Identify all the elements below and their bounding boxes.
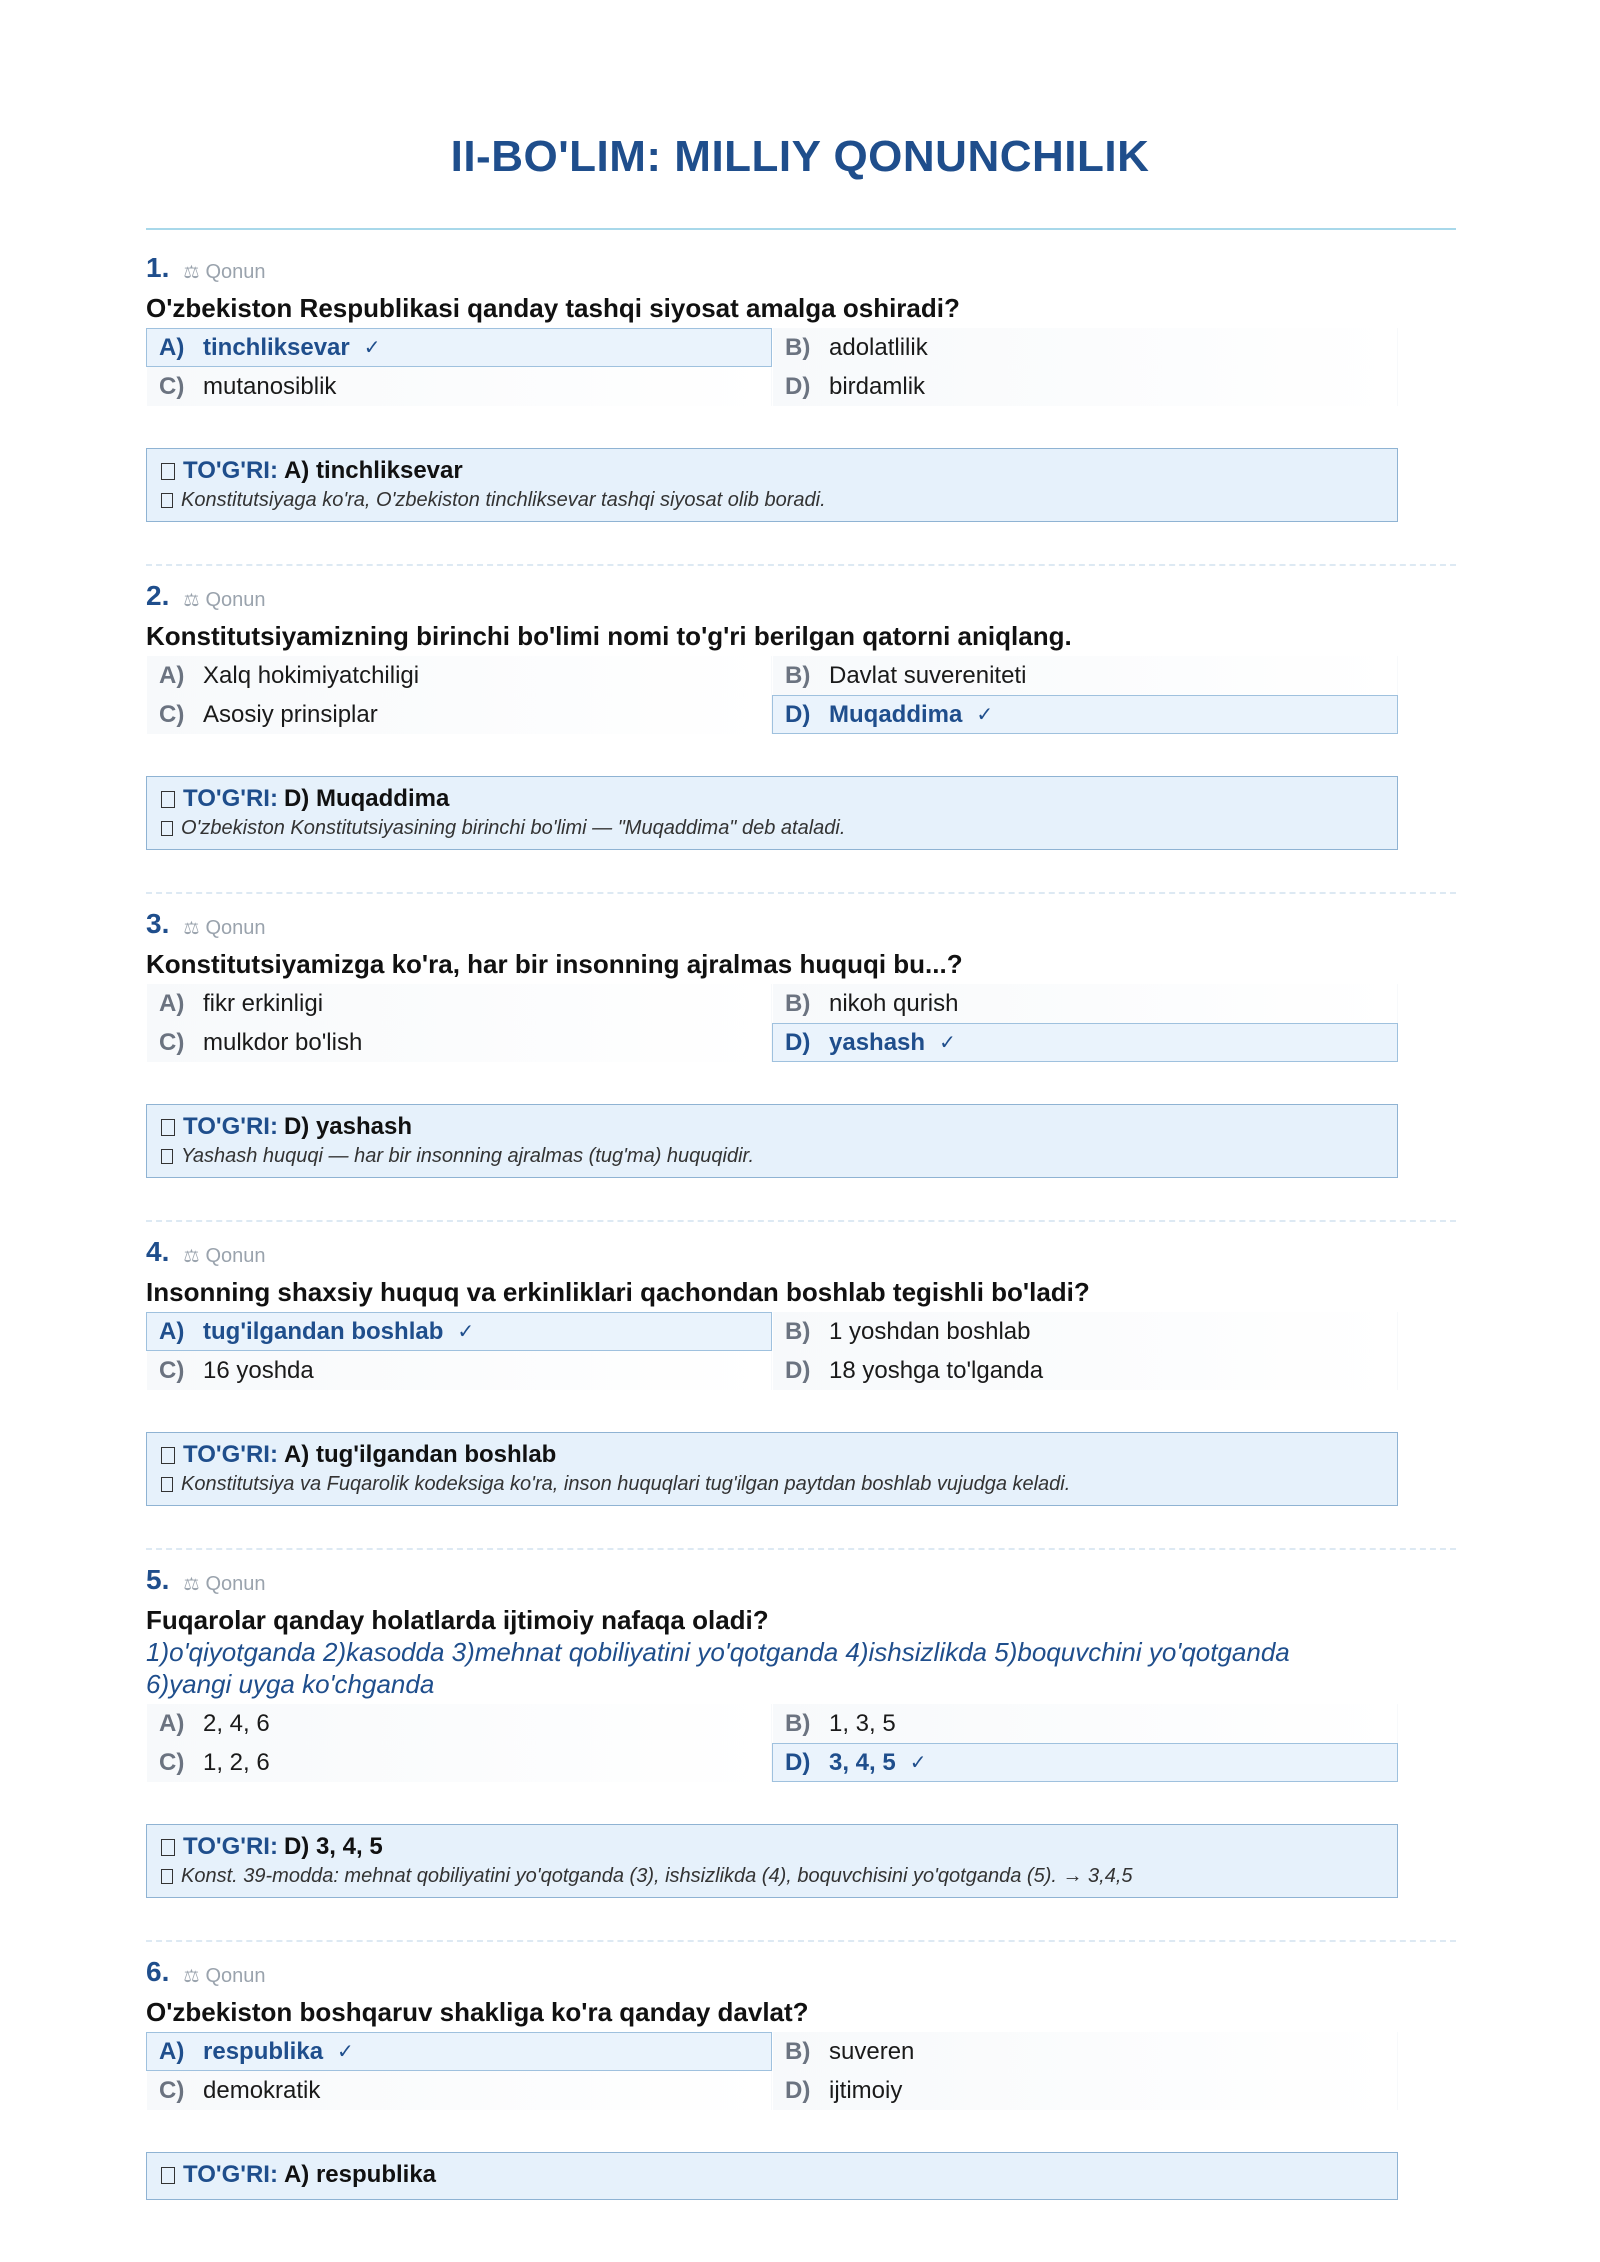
option-letter: C) xyxy=(159,372,185,400)
checkbox-icon xyxy=(161,791,175,808)
question-list xyxy=(146,238,1456,2200)
question-block xyxy=(146,238,1456,566)
option-text: tug'ilgandan boshlab xyxy=(203,1317,444,1345)
option-d[interactable] xyxy=(772,2071,1398,2110)
option-text: 16 yoshda xyxy=(203,1356,314,1384)
option-a[interactable] xyxy=(146,656,772,695)
option-letter: A) xyxy=(159,1317,185,1345)
check-icon: ✓ xyxy=(457,1321,475,1343)
answer-line xyxy=(161,1831,1383,1863)
option-text: 1, 2, 6 xyxy=(203,1748,270,1776)
option-letter: A) xyxy=(159,333,185,361)
option-c[interactable] xyxy=(146,367,772,406)
option-text: 2, 4, 6 xyxy=(203,1709,270,1737)
explanation-text: Yashash huquqi — har bir insonning ajralmas (tug'ma) huquqidir. xyxy=(181,1144,755,1167)
answer-text: D) Muqaddima xyxy=(283,785,450,812)
explanation-line xyxy=(161,1471,1383,1497)
title-divider xyxy=(146,228,1456,230)
option-letter: C) xyxy=(159,1748,185,1776)
option-grid xyxy=(146,328,1398,406)
option-text: mulkdor bo'lish xyxy=(203,1028,363,1056)
option-letter: A) xyxy=(159,989,185,1017)
option-text: respublika xyxy=(203,2037,324,2065)
correct-label: TO'G'RI: xyxy=(183,457,278,484)
question-text: O'zbekiston boshqaruv shakliga ko'ra qanday davlat? xyxy=(146,1997,809,2027)
explanation-text: Konst. 39-modda: mehnat qobiliyatini yo'qotganda (3), ishsizlikda (4), boquvchisini yo'qotganda (5). → 3,4,5 xyxy=(181,1864,1133,1887)
explanation-text: O'zbekiston Konstitutsiyasining birinchi bo'limi — "Muqaddima" deb ataladi. xyxy=(181,816,846,839)
option-d[interactable] xyxy=(772,1743,1398,1782)
option-letter: D) xyxy=(785,1748,811,1776)
question-tag xyxy=(183,1245,265,1268)
option-b[interactable] xyxy=(772,984,1398,1023)
option-text: Xalq hokimiyatchiligi xyxy=(203,661,420,689)
option-text: yashash xyxy=(829,1028,926,1056)
option-a[interactable] xyxy=(146,1312,772,1351)
answer-box xyxy=(146,1432,1398,1506)
option-letter: A) xyxy=(159,1709,185,1737)
correct-label: TO'G'RI: xyxy=(183,1833,278,1860)
answer-text: A) respublika xyxy=(283,2161,437,2188)
option-d[interactable] xyxy=(772,1023,1398,1062)
question-header xyxy=(146,246,1456,286)
answer-box xyxy=(146,1824,1398,1898)
question-number: 1. xyxy=(146,252,170,283)
note-icon xyxy=(161,1149,173,1164)
scale-icon: ⚖ xyxy=(183,1246,200,1266)
option-d[interactable] xyxy=(772,367,1398,406)
scale-icon: ⚖ xyxy=(183,262,200,282)
answer-box xyxy=(146,2152,1398,2200)
question-text: Insonning shaxsiy huquq va erkinliklari qachondan boshlab tegishli bo'ladi? xyxy=(146,1277,1090,1307)
checkbox-icon xyxy=(161,2167,175,2184)
question-number: 4. xyxy=(146,1236,170,1267)
option-a[interactable] xyxy=(146,328,772,367)
option-grid xyxy=(146,656,1398,734)
option-letter: C) xyxy=(159,1356,185,1384)
option-b[interactable] xyxy=(772,1704,1398,1743)
question-number: 3. xyxy=(146,908,170,939)
answer-text: D) yashash xyxy=(283,1113,413,1140)
answer-text: A) tinchliksevar xyxy=(283,457,463,484)
option-grid xyxy=(146,2032,1398,2110)
option-c[interactable] xyxy=(146,1743,772,1782)
question-number: 2. xyxy=(146,580,170,611)
check-icon: ✓ xyxy=(909,1752,927,1774)
correct-label: TO'G'RI: xyxy=(183,1441,278,1468)
answer-line xyxy=(161,2159,1383,2191)
option-text: demokratik xyxy=(203,2076,321,2104)
question-header xyxy=(146,574,1456,614)
question-tag-label: Qonun xyxy=(205,917,266,939)
answer-box xyxy=(146,776,1398,850)
option-b[interactable] xyxy=(772,1312,1398,1351)
option-text: 1, 3, 5 xyxy=(829,1709,896,1737)
answer-box xyxy=(146,448,1398,522)
answer-line xyxy=(161,1439,1383,1471)
question-header xyxy=(146,1558,1456,1598)
scale-icon: ⚖ xyxy=(183,590,200,610)
option-letter: B) xyxy=(785,989,811,1017)
option-text: nikoh qurish xyxy=(829,989,959,1017)
option-c[interactable] xyxy=(146,695,772,734)
question-header xyxy=(146,1950,1456,1990)
option-letter: D) xyxy=(785,372,811,400)
option-letter: A) xyxy=(159,2037,185,2065)
question-block xyxy=(146,1550,1456,1942)
checkbox-icon xyxy=(161,1447,175,1464)
note-icon xyxy=(161,493,173,508)
correct-label: TO'G'RI: xyxy=(183,2161,278,2188)
question-tag xyxy=(183,1573,265,1596)
option-b[interactable] xyxy=(772,2032,1398,2071)
correct-label: TO'G'RI: xyxy=(183,1113,278,1140)
option-a[interactable] xyxy=(146,2032,772,2071)
option-text: Asosiy prinsiplar xyxy=(203,700,378,728)
check-icon: ✓ xyxy=(363,337,381,359)
question-tag-label: Qonun xyxy=(205,1573,266,1595)
option-letter: A) xyxy=(159,661,185,689)
option-letter: B) xyxy=(785,1709,811,1737)
option-a[interactable] xyxy=(146,984,772,1023)
explanation-text: Konstitutsiya va Fuqarolik kodeksiga ko'ra, inson huquqlari tug'ilgan paytdan boshlab vujudga keladi. xyxy=(181,1472,1071,1495)
answer-line xyxy=(161,455,1383,487)
option-grid xyxy=(146,984,1398,1062)
question-tag xyxy=(183,261,265,284)
option-letter: C) xyxy=(159,1028,185,1056)
explanation-text: Konstitutsiyaga ko'ra, O'zbekiston tinchliksevar tashqi siyosat olib boradi. xyxy=(181,488,826,511)
option-letter: B) xyxy=(785,2037,811,2065)
option-text: fikr erkinligi xyxy=(203,989,324,1017)
note-icon xyxy=(161,1477,173,1492)
note-icon xyxy=(161,821,173,836)
answer-box xyxy=(146,1104,1398,1178)
option-text: adolatlilik xyxy=(829,333,928,361)
option-c[interactable] xyxy=(146,1023,772,1062)
answer-text: D) 3, 4, 5 xyxy=(283,1833,383,1860)
explanation-line xyxy=(161,1143,1383,1169)
question-header xyxy=(146,902,1456,942)
question-tag xyxy=(183,589,265,612)
question-number: 6. xyxy=(146,1956,170,1987)
option-letter: B) xyxy=(785,1317,811,1345)
option-text: Davlat suvereniteti xyxy=(829,661,1027,689)
scale-icon: ⚖ xyxy=(183,1966,200,1986)
option-b[interactable] xyxy=(772,656,1398,695)
option-letter: D) xyxy=(785,1028,811,1056)
explanation-line xyxy=(161,815,1383,841)
option-letter: D) xyxy=(785,700,811,728)
option-letter: C) xyxy=(159,2076,185,2104)
question-block xyxy=(146,1942,1456,2200)
option-letter: B) xyxy=(785,333,811,361)
question-text: Konstitutsiyamizga ko'ra, har bir insonning ajralmas huquqi bu...? xyxy=(146,949,963,979)
question-tag xyxy=(183,917,265,940)
answer-text: A) tug'ilgandan boshlab xyxy=(283,1441,557,1468)
option-text: mutanosiblik xyxy=(203,372,337,400)
check-icon: ✓ xyxy=(976,704,994,726)
checkbox-icon xyxy=(161,1119,175,1136)
checkbox-icon xyxy=(161,1839,175,1856)
correct-label: TO'G'RI: xyxy=(183,785,278,812)
option-grid xyxy=(146,1312,1398,1390)
option-d[interactable] xyxy=(772,695,1398,734)
answer-line xyxy=(161,1111,1383,1143)
question-statements: 1)o'qiyotganda 2)kasodda 3)mehnat qobiliyatini yo'qotganda 4)ishsizlikda 5)boquvchini yo'qotganda 6)yangi uyga ko'chganda xyxy=(146,1637,1290,1699)
question-tag xyxy=(183,1965,265,1988)
option-text: 18 yoshga to'lganda xyxy=(829,1356,1044,1384)
page-title: II-BO'LIM: MILLIY QONUNCHILIK xyxy=(450,132,1150,181)
explanation-line xyxy=(161,1863,1383,1889)
option-letter: D) xyxy=(785,2076,811,2104)
question-text: O'zbekiston Respublikasi qanday tashqi siyosat amalga oshiradi? xyxy=(146,293,960,323)
answer-line xyxy=(161,783,1383,815)
check-icon: ✓ xyxy=(939,1032,956,1054)
question-number: 5. xyxy=(146,1564,170,1595)
option-letter: B) xyxy=(785,661,811,689)
scale-icon: ⚖ xyxy=(183,1574,200,1594)
question-tag-label: Qonun xyxy=(205,1965,266,1987)
scale-icon: ⚖ xyxy=(183,918,200,938)
option-letter: C) xyxy=(159,700,185,728)
option-text: 3, 4, 5 xyxy=(829,1748,896,1776)
question-tag-label: Qonun xyxy=(205,1245,266,1267)
option-b[interactable] xyxy=(772,328,1398,367)
check-icon: ✓ xyxy=(337,2041,354,2063)
option-text: birdamlik xyxy=(829,372,926,400)
option-text: Muqaddima xyxy=(829,700,963,728)
option-grid xyxy=(146,1704,1398,1782)
question-block xyxy=(146,894,1456,1222)
question-header xyxy=(146,1230,1456,1270)
option-c[interactable] xyxy=(146,1351,772,1390)
option-text: ijtimoiy xyxy=(829,2076,903,2104)
question-tag-label: Qonun xyxy=(205,589,266,611)
checkbox-icon xyxy=(161,463,175,480)
question-block xyxy=(146,1222,1456,1550)
question-tag-label: Qonun xyxy=(205,261,266,283)
option-text: tinchliksevar xyxy=(203,333,350,361)
question-text: Konstitutsiyamizning birinchi bo'limi nomi to'g'ri berilgan qatorni aniqlang. xyxy=(146,621,1072,651)
option-c[interactable] xyxy=(146,2071,772,2110)
explanation-line xyxy=(161,487,1383,513)
option-letter: D) xyxy=(785,1356,811,1384)
note-icon xyxy=(161,1869,173,1884)
option-a[interactable] xyxy=(146,1704,772,1743)
question-block xyxy=(146,566,1456,894)
question-text: Fuqarolar qanday holatlarda ijtimoiy nafaqa oladi? xyxy=(146,1605,769,1635)
option-text: suveren xyxy=(829,2037,915,2065)
option-d[interactable] xyxy=(772,1351,1398,1390)
option-text: 1 yoshdan boshlab xyxy=(829,1317,1031,1345)
